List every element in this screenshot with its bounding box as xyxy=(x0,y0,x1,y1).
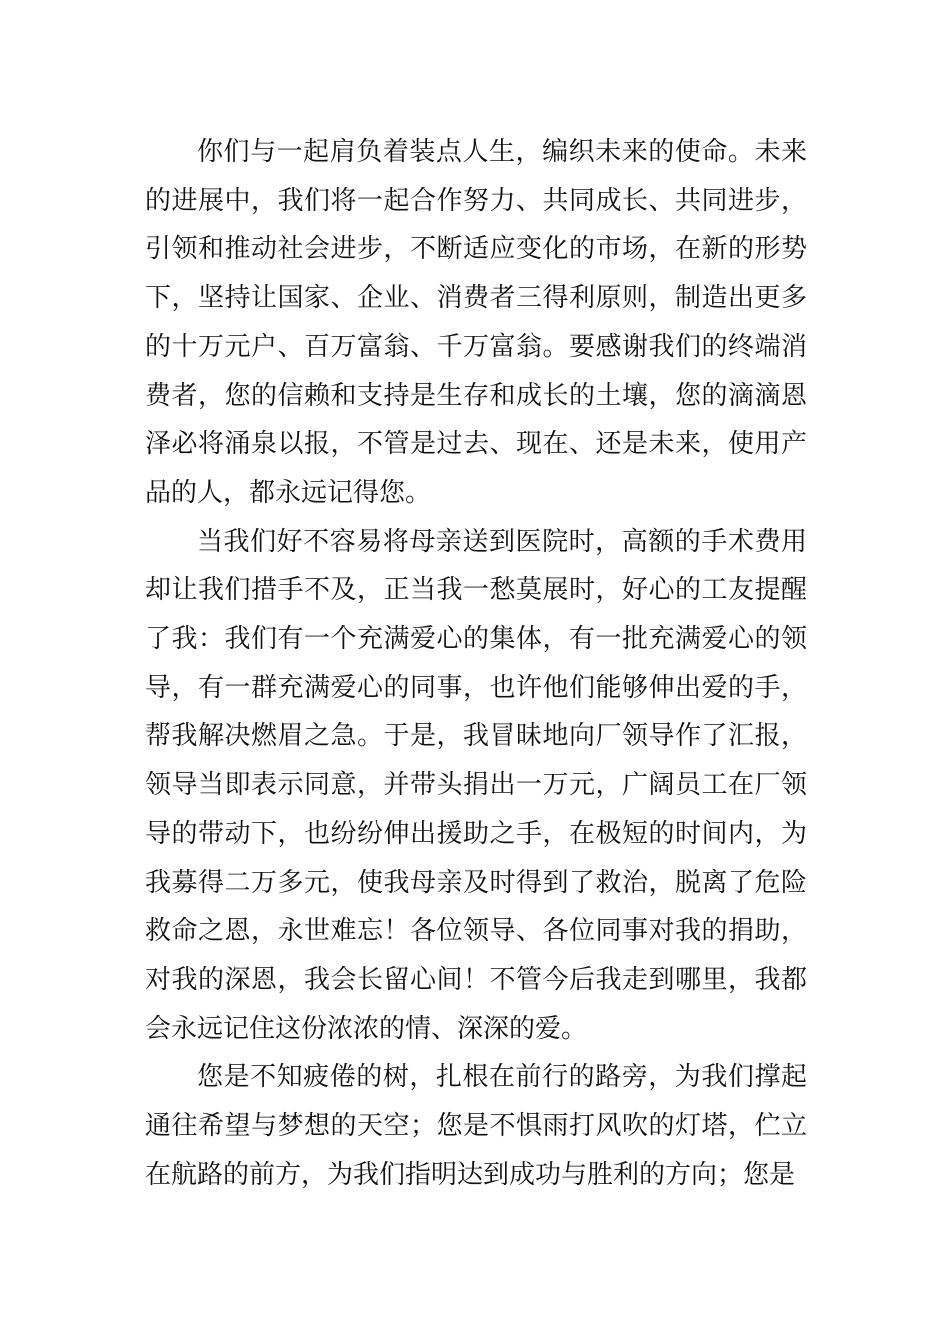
paragraph-3: 您是不知疲倦的树，扎根在前行的路旁，为我们撑起通往希望与梦想的天空；您是不惧雨打风吹的灯塔，伫立在航路的前方，为我们指明达到成功与胜利的方向；您是 xyxy=(145,1062,807,1190)
paragraph-2: 当我们好不容易将母亲送到医院时，高额的手术费用却让我们措手不及，正当我一愁莫展时，好心的工友提醒了我：我们有一个充满爱心的集体，有一批充满爱心的领导，有一群充满爱心的同事，也许他们能够伸出爱的手，帮我解决燃眉之急。于是，我冒昧地向厂领导作了汇报，领导当即表示同意，并带头捐出一万元，广阔员工在厂领导的带动下，也纷纷伸出援助之手，在极短的时间内，为我募得二万多元，使我母亲及时得到了救治，脱离了危险 救命之恩，永世难忘！各位领导、各位同事对我的捐助，对我的深恩，我会长留心间！不管今后我走到哪里，我都会永远记住这份浓浓的情、深深的爱。 xyxy=(145,526,807,1044)
paragraph-1: 你们与一起肩负着装点人生，编织未来的使命。未来的进展中，我们将一起合作努力、共同成长、共同进步，引领和推动社会进步，不断适应变化的市场，在新的形势下，坚持让国家、企业、消费者三得利原则，制造出更多的十万元户、百万富翁、千万富翁。要感谢我们的终端消费者，您的信赖和支持是生存和成长的土壤，您的滴滴恩泽必将涌泉以报，不管是过去、现在、还是未来，使用产品的人，都永远记得您。 xyxy=(145,137,807,508)
document-page xyxy=(145,128,807,1199)
